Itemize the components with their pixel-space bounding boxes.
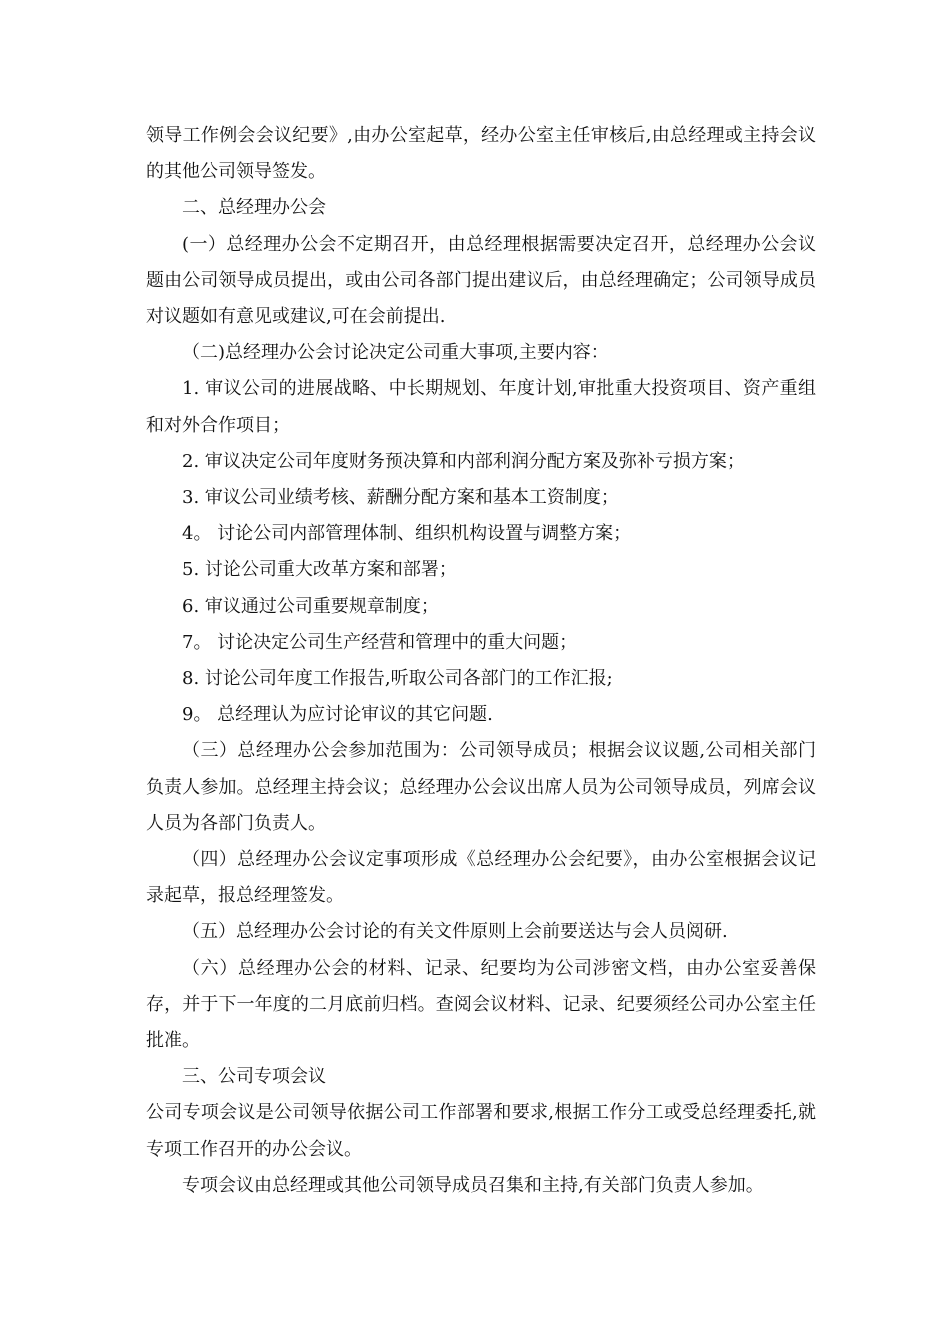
paragraph-15: （四）总经理办公会议定事项形成《总经理办公会纪要》，由办公室根据会议记录起草，报总经理签发。 [146,849,816,907]
list-item-3: 3. 审议公司业绩考核、薪酬分配方案和基本工资制度； [182,487,619,509]
list-item-9: 9。 总经理认为应讨论审议的其它问题. [182,704,493,726]
list-item-6: 6. 审议通过公司重要规章制度； [182,595,439,617]
paragraph-4: （二)总经理办公会讨论决定公司重大事项,主要内容： [182,342,609,364]
paragraph-14: （三）总经理办公会参加范围为：公司领导成员；根据会议议题,公司相关部门负责人参加。总经理主持会议；总经理办公会议出席人员为公司领导成员，列席会议人员为各部门负责人。 [146,740,816,834]
paragraph-20: 专项会议由总经理或其他公司领导成员召集和主持,有关部门负责人参加。 [182,1174,764,1196]
list-item-1: 1. 审议公司的进展战略、中长期规划、年度计划,审批重大投资项目、资产重组和对外合作项目； [146,378,816,436]
paragraph-3: (一）总经理办公会不定期召开，由总经理根据需要决定召开，总经理办公会议题由公司领导成员提出，或由公司各部门提出建议后，由总经理确定；公司领导成员对议题如有意见或建议,可在会前提出. [146,233,816,328]
list-item-7: 7。 讨论决定公司生产经营和管理中的重大问题； [182,631,578,653]
document-body [146,118,816,1204]
section-heading-2: 二、总经理办公会 [182,197,326,219]
paragraph-19: 公司专项会议是公司领导依据公司工作部署和要求,根据工作分工或受总经理委托,就专项工作召开的办公会议。 [146,1102,816,1160]
section-heading-3: 三、公司专项会议 [182,1066,326,1088]
list-item-4: 4。 讨论公司内部管理体制、组织机构设置与调整方案； [182,523,632,545]
list-item-8: 8. 讨论公司年度工作报告,听取公司各部门的工作汇报; [182,668,613,690]
paragraph-1: 领导工作例会会议纪要》,由办公室起草，经办公室主任审核后,由总经理或主持会议的其他公司领导签发。 [146,125,816,183]
paragraph-16: （五）总经理办公会讨论的有关文件原则上会前要送达与会人员阅研. [182,921,728,943]
paragraph-17: （六）总经理办公会的材料、记录、纪要均为公司涉密文档，由办公室妥善保存，并于下一年度的二月底前归档。查阅会议材料、记录、纪要须经公司办公室主任批准。 [146,957,816,1052]
list-item-5: 5. 讨论公司重大改革方案和部署； [182,559,457,581]
list-item-2: 2. 审议决定公司年度财务预决算和内部利润分配方案及弥补亏损方案； [182,450,745,472]
